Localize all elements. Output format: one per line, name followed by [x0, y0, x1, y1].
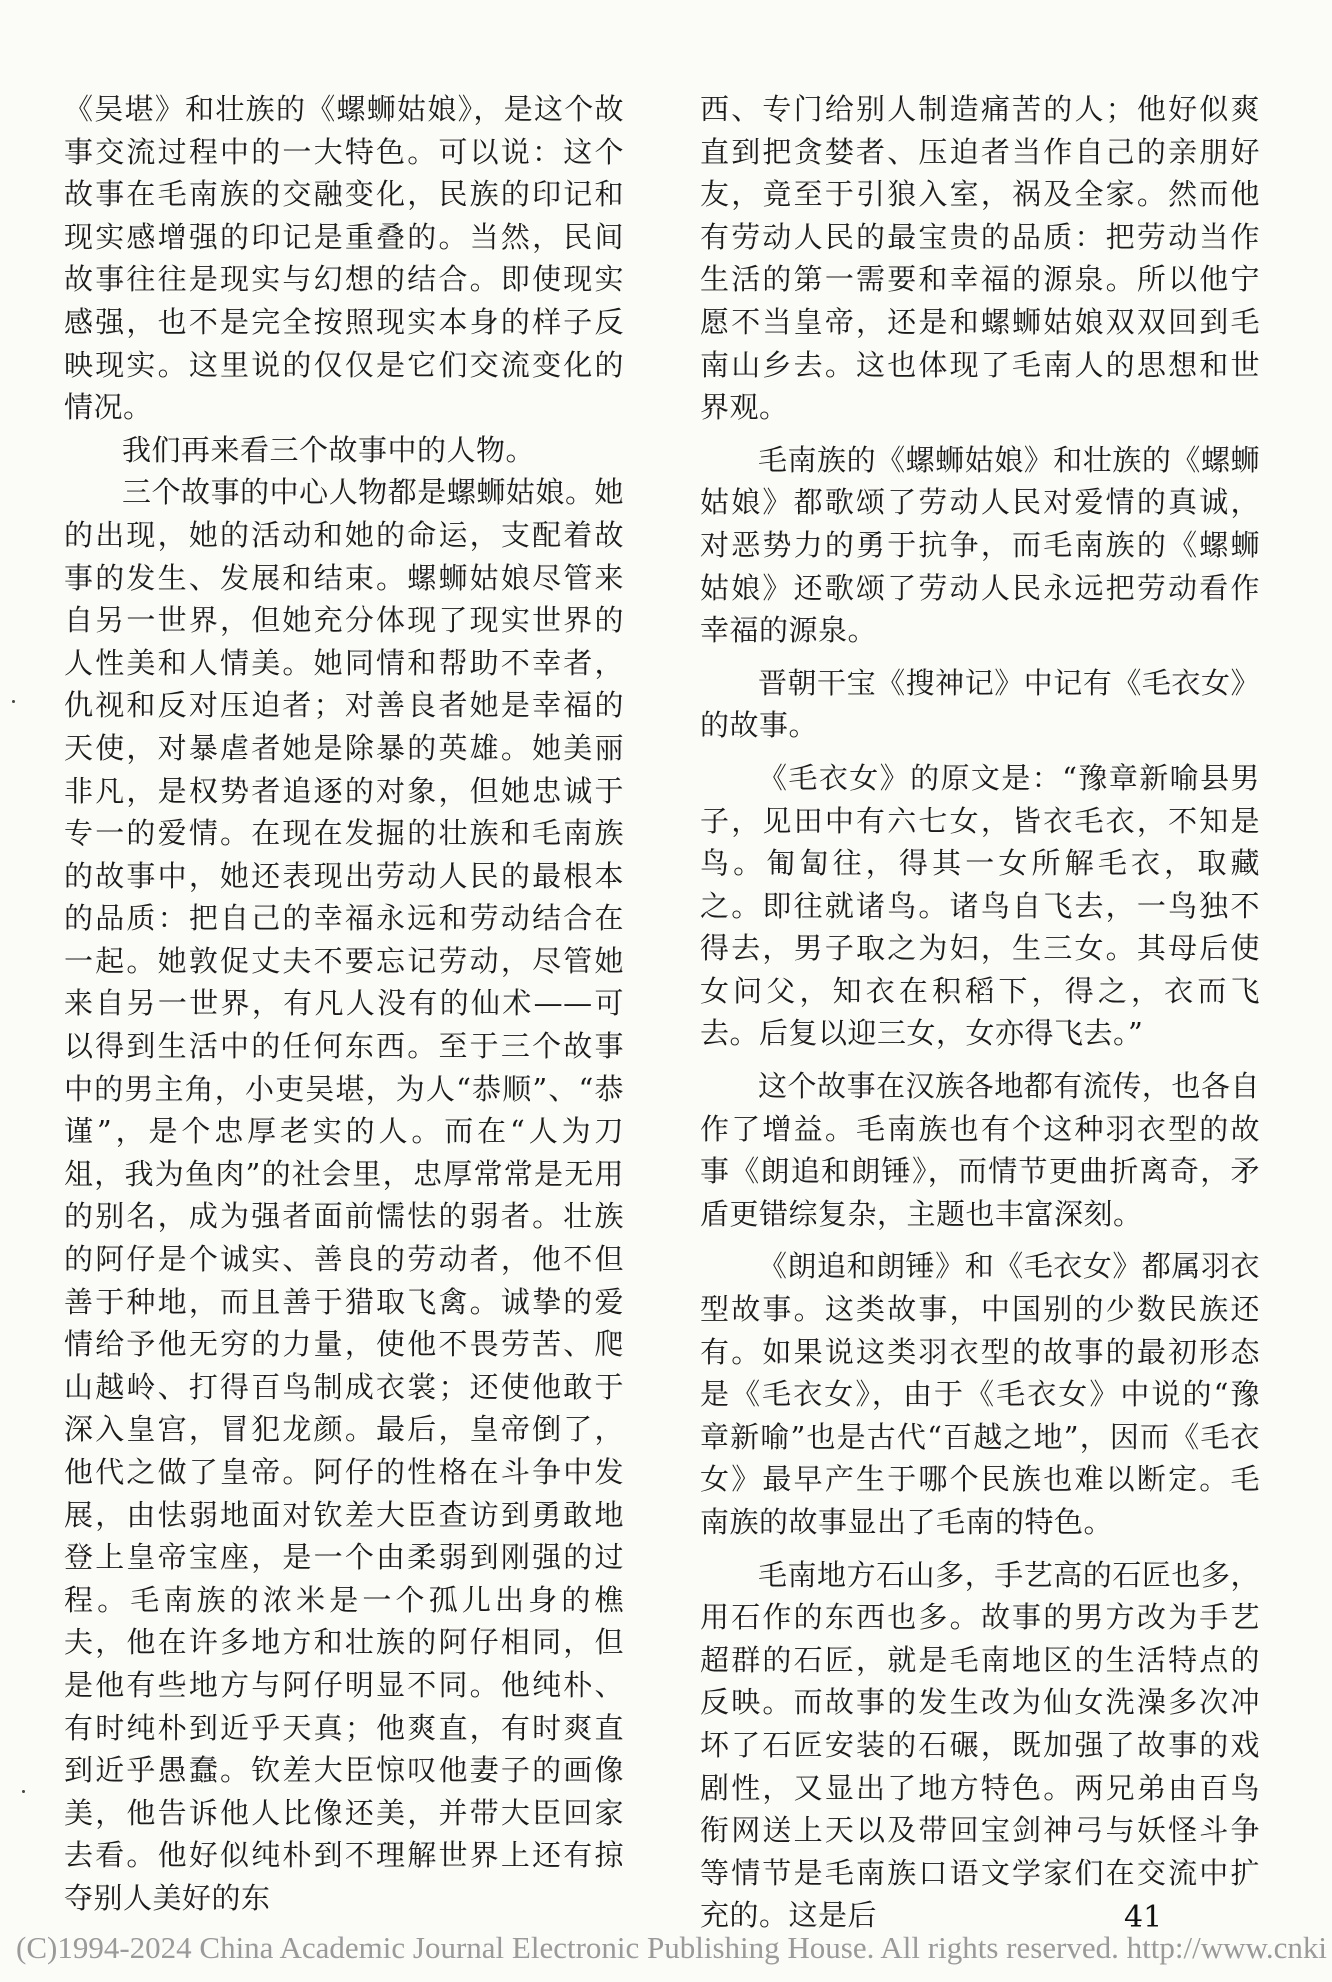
- scan-speck: [22, 1790, 25, 1793]
- paragraph: 《吴堪》和壮族的《螺蛳姑娘》，是这个故事交流过程中的一大特色。可以说：这个故事在毛南族的交融变化，民族的印记和现实感增强的印记是重叠的。当然，民间故事往往是现实与幻想的结合。即使现实感强，也不是完全按照现实本身的样子反映现实。这里说的仅仅是它们交流变化的情况。: [64, 92, 624, 425]
- paragraph: 这个故事在汉族各地都有流传，也各自作了增益。毛南族也有个这种羽衣型的故事《朗追和朗锤》，而情节更曲折离奇，矛盾更错综复杂，主题也丰富深刻。: [700, 1069, 1260, 1231]
- paragraph: 《毛衣女》的原文是：“豫章新喻县男子，见田中有六七女，皆衣毛衣，不知是鸟。匍匐往，得其一女所解毛衣，取藏之。即往就诸鸟。诸鸟自飞去，一鸟独不得去，男子取之为妇，生三女。其母后使女问父，知衣在积稻下，得之，衣而飞去。后复以迎三女，女亦得飞去。”: [700, 760, 1260, 1051]
- left-column: [64, 88, 624, 1920]
- scan-speck: [12, 700, 15, 703]
- paragraph: 毛南族的《螺蛳姑娘》和壮族的《螺蛳姑娘》都歌颂了劳动人民对爱情的真诚，对恶势力的勇于抗争，而毛南族的《螺蛳姑娘》还歌颂了劳动人民永远把劳动看作幸福的源泉。: [700, 442, 1260, 648]
- right-column: [700, 88, 1260, 1937]
- copyright-footer: (C)1994-2024 China Academic Journal Electronic Publishing House. All rights reserved. http://www.cnki: [16, 1930, 1327, 1965]
- paragraph: 三个故事的中心人物都是螺蛳姑娘。她的出现，她的活动和她的命运，支配着故事的发生、发展和结束。螺蛳姑娘尽管来自另一世界，但她充分体现了现实世界的人性美和人情美。她同情和帮助不幸者，仇视和反对压迫者；对善良者她是幸福的天使，对暴虐者她是除暴的英雄。她美丽非凡，是权势者追逐的对象，但她忠诚于专一的爱情。在现在发掘的壮族和毛南族的故事中，她还表现出劳动人民的最根本的品质：把自己的幸福永远和劳动结合在一起。她敦促丈夫不要忘记劳动，尽管她来自另一世界，有凡人没有的仙术——可以得到生活中的任何东西。至于三个故事中的男主角，小吏吴堪，为人“恭顺”、“恭谨”，是个忠厚老实的人。而在“人为刀俎，我为鱼肉”的社会里，忠厚常常是无用的别名，成为强者面前懦怯的弱者。壮族的阿仔是个诚实、善良的劳动者，他不但善于种地，而且善于猎取飞禽。诚挚的爱情给予他无穷的力量，使他不畏劳苦、爬山越岭、打得百鸟制成衣裳；还使他敢于深入皇宫，冒犯龙颜。最后，皇帝倒了，他代之做了皇帝。阿仔的性格在斗争中发展，由怯弱地面对钦差大臣查访到勇敢地登上皇帝宝座，是一个由柔弱到刚强的过程。毛南族的浓米是一个孤儿出身的樵夫，他在许多地方和壮族的阿仔相同，但是他有些地方与阿仔明显不同。他纯朴、有时纯朴到近乎天真；他爽直，有时爽直到近乎愚蠢。钦差大臣惊叹他妻子的画像美，他告诉他人比像还美，并带大臣回家去看。他好似纯朴到不理解世界上还有掠夺别人美好的东: [64, 475, 624, 1915]
- paragraph: 我们再来看三个故事中的人物。: [122, 432, 536, 467]
- page-number: 41: [1124, 1900, 1163, 1935]
- paragraph: 晋朝干宝《搜神记》中记有《毛衣女》的故事。: [700, 665, 1260, 743]
- paragraph: 西、专门给别人制造痛苦的人；他好似爽直到把贪婪者、压迫者当作自己的亲朋好友，竟至于引狼入室，祸及全家。然而他有劳动人民的最宝贵的品质：把劳动当作生活的第一需要和幸福的源泉。所以他宁愿不当皇帝，还是和螺蛳姑娘双双回到毛南山乡去。这也体现了毛南人的思想和世界观。: [700, 92, 1260, 425]
- paragraph: 毛南地方石山多，手艺高的石匠也多，用石作的东西也多。故事的男方改为手艺超群的石匠，就是毛南地区的生活特点的反映。而故事的发生改为仙女洗澡多次冲坏了石匠安装的石碾，既加强了故事的戏剧性，又显出了地方特色。两兄弟由百鸟衔网送上天以及带回宝剑神弓与妖怪斗争等情节是毛南族口语文学家们在交流中扩充的。这是后: [700, 1557, 1260, 1933]
- paragraph: 《朗追和朗锤》和《毛衣女》都属羽衣型故事。这类故事，中国别的少数民族还有。如果说这类羽衣型的故事的最初形态是《毛衣女》，由于《毛衣女》中说的“豫章新喻”也是古代“百越之地”，因而《毛衣女》最早产生于哪个民族也难以断定。毛南族的故事显出了毛南的特色。: [700, 1249, 1260, 1539]
